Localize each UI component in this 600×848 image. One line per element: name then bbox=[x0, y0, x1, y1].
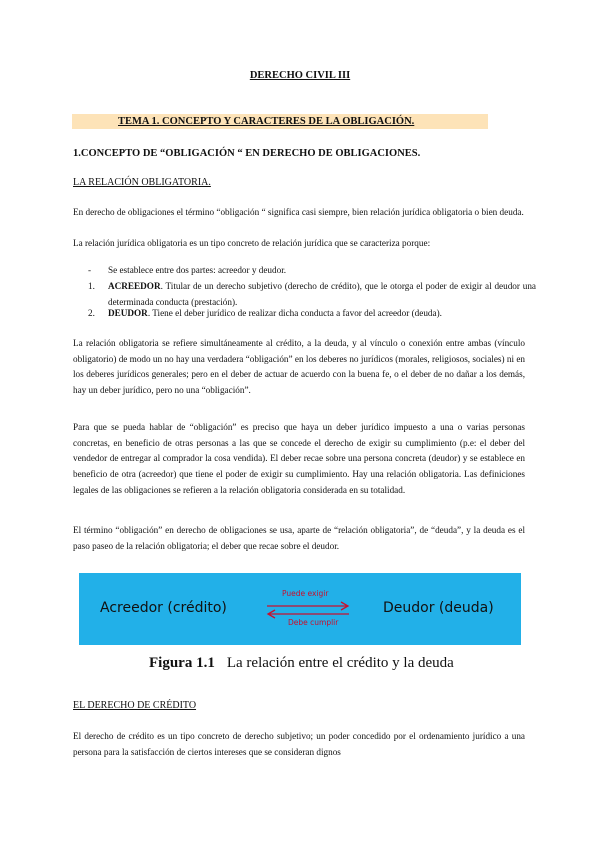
definition-deudor: . Tiene el deber jurídico de realizar dicha conducta a favor del acreedor (deuda). bbox=[147, 308, 442, 318]
list-text: Se establece entre dos partes: acreedor y deudor. bbox=[108, 265, 287, 275]
list-marker: 1. bbox=[88, 281, 95, 291]
definition-acreedor: . Titular de un derecho subjetivo (derecho de crédito), que le otorga el poder de exigir al deudor una determinada conducta (prestación). bbox=[108, 281, 536, 307]
figure-arrow-label-bottom: Debe cumplir bbox=[288, 618, 339, 627]
list-marker: 2. bbox=[88, 308, 95, 318]
figure-label-deudor: Deudor (deuda) bbox=[383, 600, 494, 616]
figure-label-acreedor: Acreedor (crédito) bbox=[100, 600, 227, 616]
subsection-relacion-obligatoria: LA RELACIÓN OBLIGATORIA. bbox=[73, 177, 211, 188]
figure-caption-text: La relación entre el crédito y la deuda bbox=[226, 655, 454, 671]
term-deudor: DEUDOR bbox=[108, 308, 148, 318]
section-heading-concepto: 1.CONCEPTO DE “OBLIGACIÓN “ EN DERECHO DE OBLIGACIONES. bbox=[73, 148, 421, 159]
tema-heading: TEMA 1. CONCEPTO Y CARACTERES DE LA OBLIGACIÓN. bbox=[118, 116, 415, 127]
list-item bbox=[88, 263, 536, 279]
paragraph-credito: El derecho de crédito es un tipo concreto de derecho subjetivo; un poder concedido por el ordenamiento jurídico a una persona para la satisfacción de ciertos intereses que se consideran dignos bbox=[73, 731, 525, 757]
figure-arrow-label-top: Puede exigir bbox=[282, 589, 329, 598]
paragraph-intro-2: La relación jurídica obligatoria es un tipo concreto de relación jurídica que se caracteriza porque: bbox=[73, 238, 431, 248]
list-marker: - bbox=[88, 265, 92, 275]
paragraph-intro-1: En derecho de obligaciones el término “obligación “ significa casi siempre, bien relación jurídica obligatoria o bien deuda. bbox=[73, 207, 524, 217]
paragraph-obligacion: Para que se pueda hablar de “obligación” es preciso que haya un deber jurídico impuesto a una o varias personas concretas, en beneficio de otras personas a las que se concede el derecho de exigir su cumplimiento (p.e: el deber del vendedor de entregar al comprador la cosa vendida). El deber recae sobre una persona concreta (deudor) y se establece en beneficio de otra (acreedor) que tiene el poder de exigir su cumplimiento. Hay una relación obligatoria. Las definiciones legales de las obligaciones se refieren a la relación obligatoria considerada en su totalidad. bbox=[73, 422, 525, 495]
document-title: DERECHO CIVIL III bbox=[249, 70, 351, 81]
subsection-derecho-credito: EL DERECHO DE CRÉDITO bbox=[73, 700, 197, 711]
figure-caption bbox=[149, 655, 454, 672]
paragraph-termino: El término “obligación” en derecho de obligaciones se usa, aparte de “relación obligatoria”, de “deuda”, y la deuda es el paso paseo de la relación obligatoria; el deber que recae sobre el deudor. bbox=[73, 525, 525, 551]
list-item-deudor bbox=[88, 306, 536, 322]
term-acreedor: ACREEDOR bbox=[108, 281, 161, 291]
double-arrow-icon bbox=[265, 600, 351, 620]
list-text bbox=[108, 306, 536, 322]
figure-caption-label: Figura 1.1 bbox=[149, 655, 215, 671]
paragraph-relacion: La relación obligatoria se refiere simultáneamente al crédito, a la deuda, y al vínculo o conexión entre ambas (vínculo obligatorio) de modo un no hay una verdadera “obligación” en los deberes no jurídicos (morales, religiosos, sociales) ni en los deberes jurídicos generales; pero en el deber de actuar de acuerdo con la buena fe, o el deber de no dañar a los demás, hay un deber jurídico, pero no una “obligación”. bbox=[73, 338, 525, 396]
